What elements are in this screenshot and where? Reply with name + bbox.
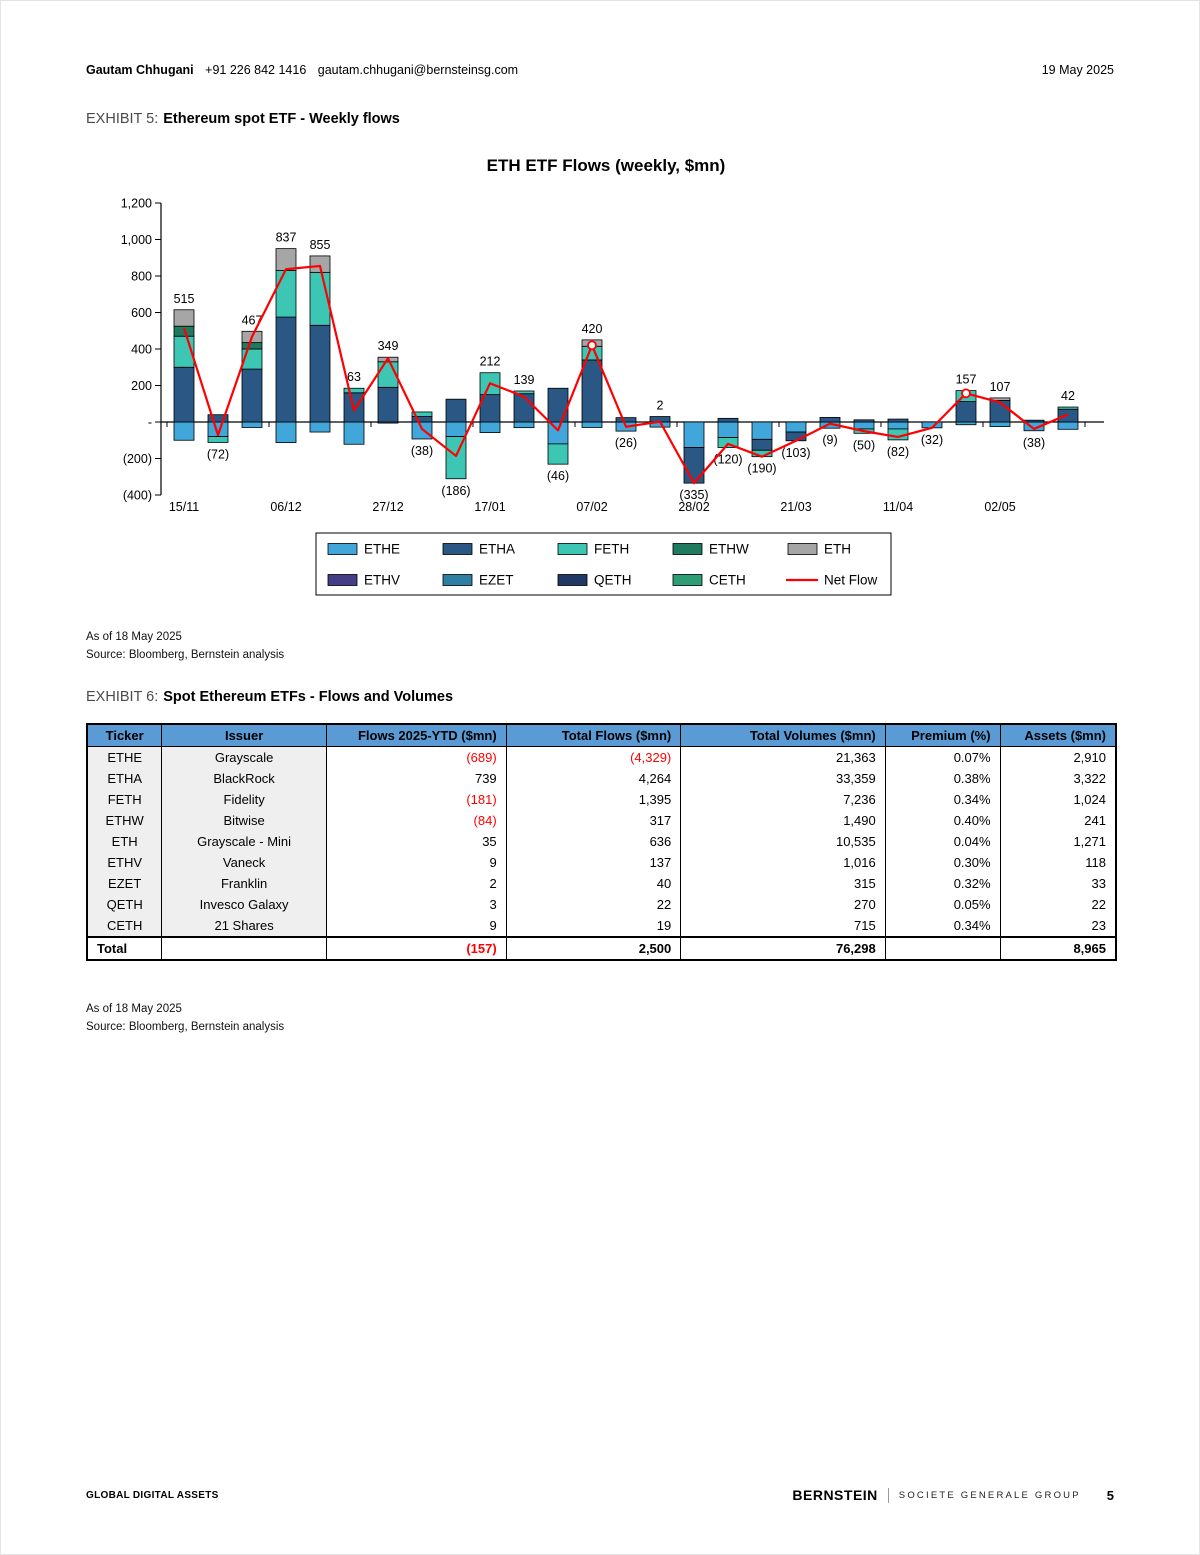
net-flow-label: 837 <box>275 230 297 245</box>
bar-segment-ETHE <box>752 422 772 439</box>
x-tick-label: 02/05 <box>984 500 1016 514</box>
table-cell: 40 <box>506 873 681 894</box>
table-cell: 10,535 <box>681 831 885 852</box>
x-tick-label: 07/02 <box>576 500 608 514</box>
table-cell: 21,363 <box>681 747 885 769</box>
table-cell: 2,910 <box>1000 747 1116 769</box>
legend-label: ETHW <box>709 541 749 557</box>
table-cell: Total <box>87 937 162 960</box>
table-cell: (181) <box>326 789 506 810</box>
table-cell: Grayscale <box>162 747 327 769</box>
legend-label: QETH <box>594 572 632 588</box>
net-flow-label: 420 <box>581 321 603 336</box>
net-flow-label: 212 <box>479 354 501 369</box>
y-tick-label: 1,000 <box>120 233 152 247</box>
net-flow-label: (72) <box>206 447 230 462</box>
legend-label: EZET <box>479 572 514 588</box>
table-cell: 9 <box>326 852 506 873</box>
exhibit5-label: EXHIBIT 5: <box>86 111 159 127</box>
net-flow-label: 855 <box>309 237 331 252</box>
table-cell: 636 <box>506 831 681 852</box>
page-number: 5 <box>1106 1487 1114 1503</box>
etf-flows-table-wrap <box>86 723 1117 961</box>
legend-swatch-ETH <box>788 544 817 555</box>
net-flow-label: 63 <box>347 370 361 385</box>
net-flow-label: 515 <box>173 291 195 306</box>
table-cell: QETH <box>87 894 162 915</box>
table-row <box>87 894 1116 915</box>
table-cell: 1,271 <box>1000 831 1116 852</box>
bar-segment-ETH <box>174 310 194 326</box>
page-header <box>86 63 1114 77</box>
table-cell: 7,236 <box>681 789 885 810</box>
legend-swatch-QETH <box>558 575 587 586</box>
table-cell: 0.07% <box>885 747 1000 769</box>
table-cell: 241 <box>1000 810 1116 831</box>
bar-segment-ETHA <box>276 317 296 422</box>
bar-segment-ETHE <box>684 422 704 448</box>
net-flow-label: 2 <box>656 398 664 413</box>
table-header-row <box>87 724 1116 747</box>
bar-segment-ETHE <box>174 422 194 440</box>
eth-etf-flows-chart-svg <box>86 143 1116 613</box>
table-cell: 315 <box>681 873 885 894</box>
table-cell: 1,016 <box>681 852 885 873</box>
exhibit5-source: Source: Bloomberg, Bernstein analysis <box>86 649 285 661</box>
table-cell: (84) <box>326 810 506 831</box>
bar-segment-ETH <box>276 249 296 271</box>
y-tick-label: 800 <box>131 269 152 284</box>
bar-segment-ETHE <box>276 422 296 443</box>
net-flow-label: (32) <box>920 432 944 447</box>
bar-segment-ETHA <box>1058 409 1078 422</box>
bar-segment-ETHA <box>752 439 772 450</box>
table-cell: 22 <box>1000 894 1116 915</box>
column-header: Premium (%) <box>885 724 1000 747</box>
bar-segment-ETHE <box>786 422 806 432</box>
bar-segment-ETHE <box>446 422 466 437</box>
table-total-row <box>87 937 1116 960</box>
table-cell: (4,329) <box>506 747 681 769</box>
legend-swatch-ETHW <box>673 544 702 555</box>
net-flow-label: (190) <box>747 461 777 476</box>
column-header: Assets ($mn) <box>1000 724 1116 747</box>
table-cell: 1,395 <box>506 789 681 810</box>
table-cell: 0.34% <box>885 789 1000 810</box>
table-cell: ETHA <box>87 768 162 789</box>
table-row <box>87 810 1116 831</box>
bar-segment-ETHE <box>854 422 874 429</box>
table-row <box>87 768 1116 789</box>
exhibit5-heading <box>86 111 400 127</box>
bar-segment-ETHE <box>718 422 738 438</box>
table-row <box>87 915 1116 937</box>
table-cell <box>885 937 1000 960</box>
x-tick-label: 11/04 <box>882 500 914 514</box>
net-flow-label: (50) <box>852 438 876 453</box>
table-row <box>87 852 1116 873</box>
table-cell: 8,965 <box>1000 937 1116 960</box>
exhibit6-asof: As of 18 May 2025 <box>86 1003 182 1015</box>
net-flow-label: (38) <box>1022 435 1046 450</box>
y-tick-label: 1,200 <box>120 196 152 211</box>
net-flow-label: 467 <box>241 313 263 328</box>
x-tick-label: 27/12 <box>372 500 404 514</box>
table-row <box>87 747 1116 769</box>
societe-generale-label: SOCIETE GENERALE GROUP <box>898 1489 1081 1501</box>
table-cell: 0.30% <box>885 852 1000 873</box>
bar-segment-ETHA <box>820 417 840 422</box>
table-cell: 0.40% <box>885 810 1000 831</box>
net-flow-label: (26) <box>614 436 638 451</box>
table-cell: 35 <box>326 831 506 852</box>
bar-segment-ETHA <box>310 325 330 422</box>
analyst-info <box>86 63 526 77</box>
table-cell: 137 <box>506 852 681 873</box>
table-cell: 23 <box>1000 915 1116 937</box>
table-cell: 0.34% <box>885 915 1000 937</box>
bar-segment-ETHE <box>344 422 364 444</box>
net-flow-label: 139 <box>513 372 535 387</box>
table-cell: Grayscale - Mini <box>162 831 327 852</box>
table-cell: 0.32% <box>885 873 1000 894</box>
y-tick-label: 200 <box>131 379 152 393</box>
table-cell: 1,024 <box>1000 789 1116 810</box>
table-row <box>87 873 1116 894</box>
table-cell: ETHW <box>87 810 162 831</box>
table-cell: 9 <box>326 915 506 937</box>
net-flow-label: (38) <box>410 443 434 458</box>
bar-segment-ETHE <box>310 422 330 432</box>
bar-segment-ETHA <box>242 369 262 422</box>
net-flow-marker <box>962 389 970 397</box>
x-tick-label: 15/11 <box>168 500 200 514</box>
bar-segment-ETHA <box>582 360 602 422</box>
bar-segment-ETHA <box>616 418 636 422</box>
table-cell: 3,322 <box>1000 768 1116 789</box>
bar-segment-FETH <box>276 271 296 318</box>
x-tick-label: 17/01 <box>474 500 506 514</box>
bar-segment-ETHE <box>242 422 262 427</box>
table-cell: EZET <box>87 873 162 894</box>
y-tick-label: 400 <box>131 342 152 357</box>
table-cell: 739 <box>326 768 506 789</box>
table-cell: 0.05% <box>885 894 1000 915</box>
table-body <box>87 747 1116 961</box>
bernstein-logo: BERNSTEIN <box>792 1487 878 1503</box>
table-cell: 22 <box>506 894 681 915</box>
net-flow-marker <box>588 341 596 349</box>
bar-segment-ETHE <box>582 422 602 427</box>
table-cell: Vaneck <box>162 852 327 873</box>
analyst-email: gautam.chhugani@bernsteinsg.com <box>317 63 519 77</box>
bar-segment-ETHA <box>1024 420 1044 422</box>
net-flow-labels <box>174 231 1075 503</box>
analyst-name: Gautam Chhugani <box>86 63 194 77</box>
table-cell: 33,359 <box>681 768 885 789</box>
table-cell: Fidelity <box>162 789 327 810</box>
table-cell: 33 <box>1000 873 1116 894</box>
chart-title: ETH ETF Flows (weekly, $mn) <box>486 156 726 175</box>
y-tick-label: - <box>147 415 152 430</box>
legend-swatch-FETH <box>558 544 587 555</box>
bar-segment-ETHE <box>514 422 534 428</box>
analyst-phone: +91 226 842 1416 <box>205 63 307 77</box>
bar-segment-ETHW <box>242 343 262 349</box>
bar-segment-FETH <box>548 444 568 464</box>
table-cell <box>162 937 327 960</box>
bar-segment-ETHA <box>446 399 466 422</box>
bar-segment-ETHA <box>956 402 976 422</box>
table-cell: 21 Shares <box>162 915 327 937</box>
exhibit5-title: Ethereum spot ETF - Weekly flows <box>163 111 400 127</box>
bar-segment-ETHE <box>888 422 908 429</box>
footer-brand-block <box>792 1487 1114 1503</box>
table-cell: 2 <box>326 873 506 894</box>
footer-section-label: GLOBAL DIGITAL ASSETS <box>86 1489 219 1501</box>
bar-segment-ETHE <box>1058 422 1078 429</box>
column-header: Total Volumes ($mn) <box>681 724 885 747</box>
exhibit6-label: EXHIBIT 6: <box>86 689 159 705</box>
table-cell: Franklin <box>162 873 327 894</box>
legend-label: Net Flow <box>824 572 878 588</box>
table-cell: BlackRock <box>162 768 327 789</box>
table-cell: 19 <box>506 915 681 937</box>
table-cell: 2,500 <box>506 937 681 960</box>
table-cell: 118 <box>1000 852 1116 873</box>
exhibit6-heading <box>86 689 453 705</box>
column-header: Flows 2025-YTD ($mn) <box>326 724 506 747</box>
table-cell: (157) <box>326 937 506 960</box>
legend-swatch-EZET <box>443 575 472 586</box>
legend-label: ETH <box>824 541 851 557</box>
exhibit6-title: Spot Ethereum ETFs - Flows and Volumes <box>163 689 454 705</box>
table-cell: 3 <box>326 894 506 915</box>
report-date: 19 May 2025 <box>1041 63 1114 77</box>
table-cell: Bitwise <box>162 810 327 831</box>
table-cell: 317 <box>506 810 681 831</box>
net-flow-label: (82) <box>886 444 910 459</box>
column-header: Issuer <box>162 724 327 747</box>
legend-label: FETH <box>594 541 630 557</box>
bar-segment-ETHE <box>990 422 1010 427</box>
table-header-row <box>87 724 1116 747</box>
legend-swatch-ETHV <box>328 575 357 586</box>
bar-segment-FETH <box>1058 407 1078 409</box>
x-tick-label: 21/03 <box>780 500 812 514</box>
bar-segment-ETHA <box>718 418 738 422</box>
legend-label: ETHV <box>364 572 401 588</box>
bar-segment-ETHA <box>684 448 704 484</box>
net-flow-label: 349 <box>377 339 399 354</box>
y-tick-label: (200) <box>122 452 152 466</box>
exhibit6-source: Source: Bloomberg, Bernstein analysis <box>86 1021 285 1033</box>
legend-label: ETHA <box>479 541 516 557</box>
table-cell: FETH <box>87 789 162 810</box>
table-cell: CETH <box>87 915 162 937</box>
table-cell: ETH <box>87 831 162 852</box>
net-flow-label: (120) <box>713 452 743 467</box>
table-cell: 270 <box>681 894 885 915</box>
table-cell: Invesco Galaxy <box>162 894 327 915</box>
footer-divider <box>888 1488 889 1503</box>
bar-segment-ETHA <box>174 367 194 422</box>
net-flow-label: (46) <box>546 469 570 484</box>
table-cell: 4,264 <box>506 768 681 789</box>
eth-etf-flows-chart <box>86 143 1116 613</box>
bar-segment-ETHE <box>412 422 432 439</box>
column-header: Total Flows ($mn) <box>506 724 681 747</box>
x-tick-label: 28/02 <box>678 500 710 514</box>
bar-segment-ETHE <box>548 422 568 444</box>
chart-legend <box>316 533 891 595</box>
bar-segment-ETHA <box>888 419 908 422</box>
exhibit5-asof: As of 18 May 2025 <box>86 631 182 643</box>
net-flow-label: (103) <box>781 445 811 460</box>
bar-segment-FETH <box>208 437 228 443</box>
net-flow-label: (9) <box>822 433 838 448</box>
bar-segment-ETHE <box>956 422 976 425</box>
table-row <box>87 789 1116 810</box>
table-cell: 0.38% <box>885 768 1000 789</box>
legend-swatch-ETHE <box>328 544 357 555</box>
legend-swatch-ETHA <box>443 544 472 555</box>
legend-label: ETHE <box>364 541 401 557</box>
bar-segment-ETHA <box>412 417 432 422</box>
bar-segment-FETH <box>344 388 364 393</box>
page-footer <box>86 1487 1114 1503</box>
legend-swatch-CETH <box>673 575 702 586</box>
column-header: Ticker <box>87 724 162 747</box>
x-tick-label: 06/12 <box>270 500 302 514</box>
table-row <box>87 831 1116 852</box>
table-cell: 76,298 <box>681 937 885 960</box>
legend-label: CETH <box>709 572 746 588</box>
net-flow-label: 157 <box>955 372 977 387</box>
net-flow-label: (186) <box>441 483 471 498</box>
net-flow-label: 107 <box>989 379 1011 394</box>
bar-segment-ETHA <box>854 420 874 422</box>
y-tick-label: 600 <box>131 306 152 320</box>
table-cell: (689) <box>326 747 506 769</box>
etf-flows-table <box>86 723 1117 961</box>
table-cell: 0.04% <box>885 831 1000 852</box>
net-flow-label: (335) <box>679 488 709 503</box>
bar-segment-ETHE <box>480 422 500 433</box>
table-cell: 715 <box>681 915 885 937</box>
bar-segment-ETHA <box>378 387 398 422</box>
table-cell: 1,490 <box>681 810 885 831</box>
table-cell: ETHV <box>87 852 162 873</box>
table-cell: ETHE <box>87 747 162 769</box>
net-flow-label: 42 <box>1061 389 1075 404</box>
bar-segment-ETHA <box>548 388 568 422</box>
y-tick-label: (400) <box>122 488 152 503</box>
